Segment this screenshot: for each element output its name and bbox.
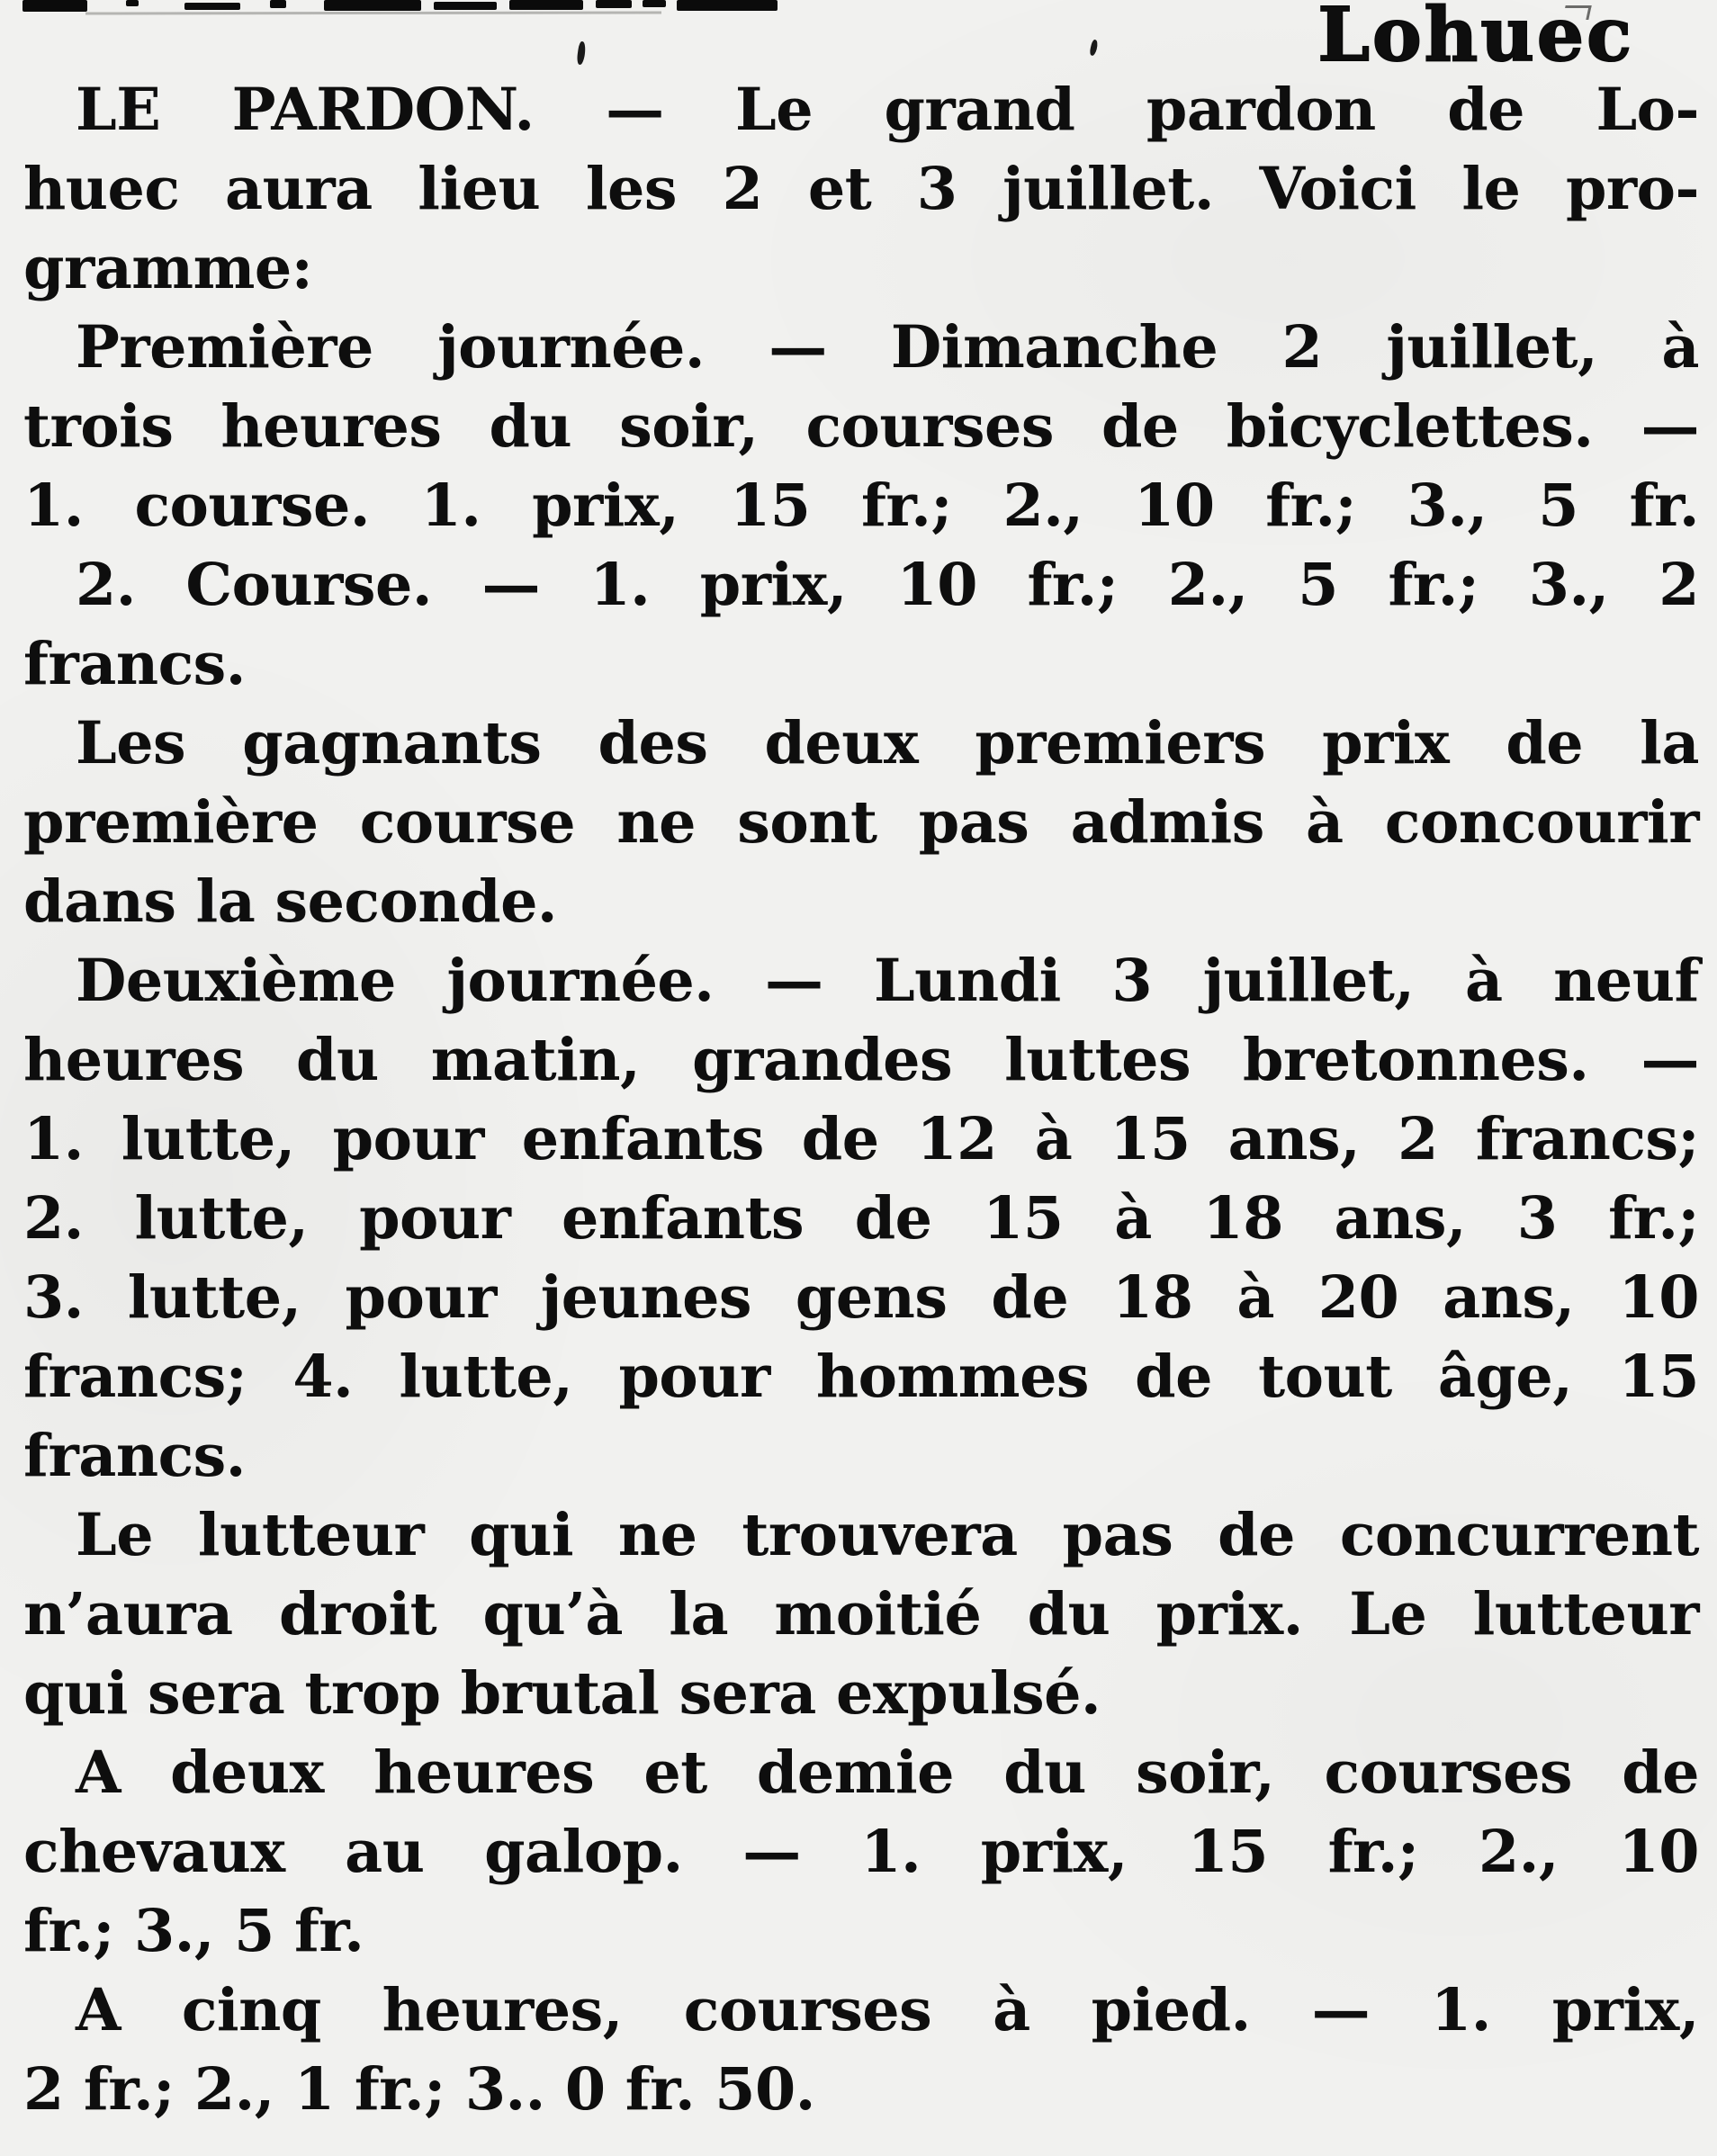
text-line: francs. xyxy=(23,630,246,698)
paragraph xyxy=(23,1733,1699,1971)
scratch-mark xyxy=(85,11,661,14)
text-line: qui sera trop brutal sera expulsé. xyxy=(23,1659,1101,1728)
text-line: 2. lutte, pour enfants de 15 à 18 ans, 3 fr.; xyxy=(23,1184,1699,1253)
paragraph xyxy=(23,308,1699,545)
cut-off-text-fragment xyxy=(0,0,1717,18)
text-line: gramme: xyxy=(23,234,313,302)
text-line: Les gagnants des deux premiers prix de la xyxy=(76,709,1699,777)
text-line: A deux heures et demie du soir, courses de xyxy=(76,1738,1699,1807)
text-line: Première journée. — Dimanche 2 juillet, à xyxy=(76,313,1699,382)
paragraph xyxy=(23,1971,1699,2129)
text-line: 1. course. 1. prix, 15 fr.; 2., 10 fr.; 3., 5 fr. xyxy=(23,472,1699,540)
text-line: 3. lutte, pour jeunes gens de 18 à 20 ans, 10 xyxy=(23,1263,1699,1332)
text-line: LE PARDON. — Le grand pardon de Lo- xyxy=(76,76,1699,144)
text-line: 1. lutte, pour enfants de 12 à 15 ans, 2 francs; xyxy=(23,1105,1699,1173)
text-line: Le lutteur qui ne trouvera pas de concurrent xyxy=(76,1501,1699,1569)
text-line: trois heures du soir, courses de bicyclettes. — xyxy=(23,392,1699,461)
text-line: n’aura droit qu’à la moitié du prix. Le lutteur xyxy=(23,1580,1699,1648)
text-line: francs. xyxy=(23,1422,246,1490)
ink-speck xyxy=(1562,5,1591,20)
text-line: Deuxième journée. — Lundi 3 juillet, à neuf xyxy=(76,947,1699,1015)
text-line: fr.; 3., 5 fr. xyxy=(23,1897,364,1965)
paragraph xyxy=(23,545,1699,704)
text-line: A cinq heures, courses à pied. — 1. prix, xyxy=(76,1976,1699,2044)
paragraph xyxy=(23,1496,1699,1733)
text-line: 2. Course. — 1. prix, 10 fr.; 2., 5 fr.; 3., 2 xyxy=(76,551,1699,619)
text-line: huec aura lieu les 2 et 3 juillet. Voici le pro- xyxy=(23,155,1699,223)
text-line: chevaux au galop. — 1. prix, 15 fr.; 2., 10 xyxy=(23,1818,1699,1886)
article-body xyxy=(0,68,1717,2129)
paragraph xyxy=(23,704,1699,941)
text-line: dans la seconde. xyxy=(23,867,558,936)
paragraph xyxy=(23,70,1699,308)
text-line: 2 fr.; 2., 1 fr.; 3.. 0 fr. 50. xyxy=(23,2055,815,2124)
text-line: première course ne sont pas admis à concourir xyxy=(23,788,1699,857)
text-line: heures du matin, grandes luttes bretonnes. — xyxy=(23,1026,1699,1094)
paragraph xyxy=(23,941,1699,1496)
text-line: francs; 4. lutte, pour hommes de tout âge, 15 xyxy=(23,1343,1699,1411)
article-heading: Lohuec xyxy=(1317,0,1634,78)
